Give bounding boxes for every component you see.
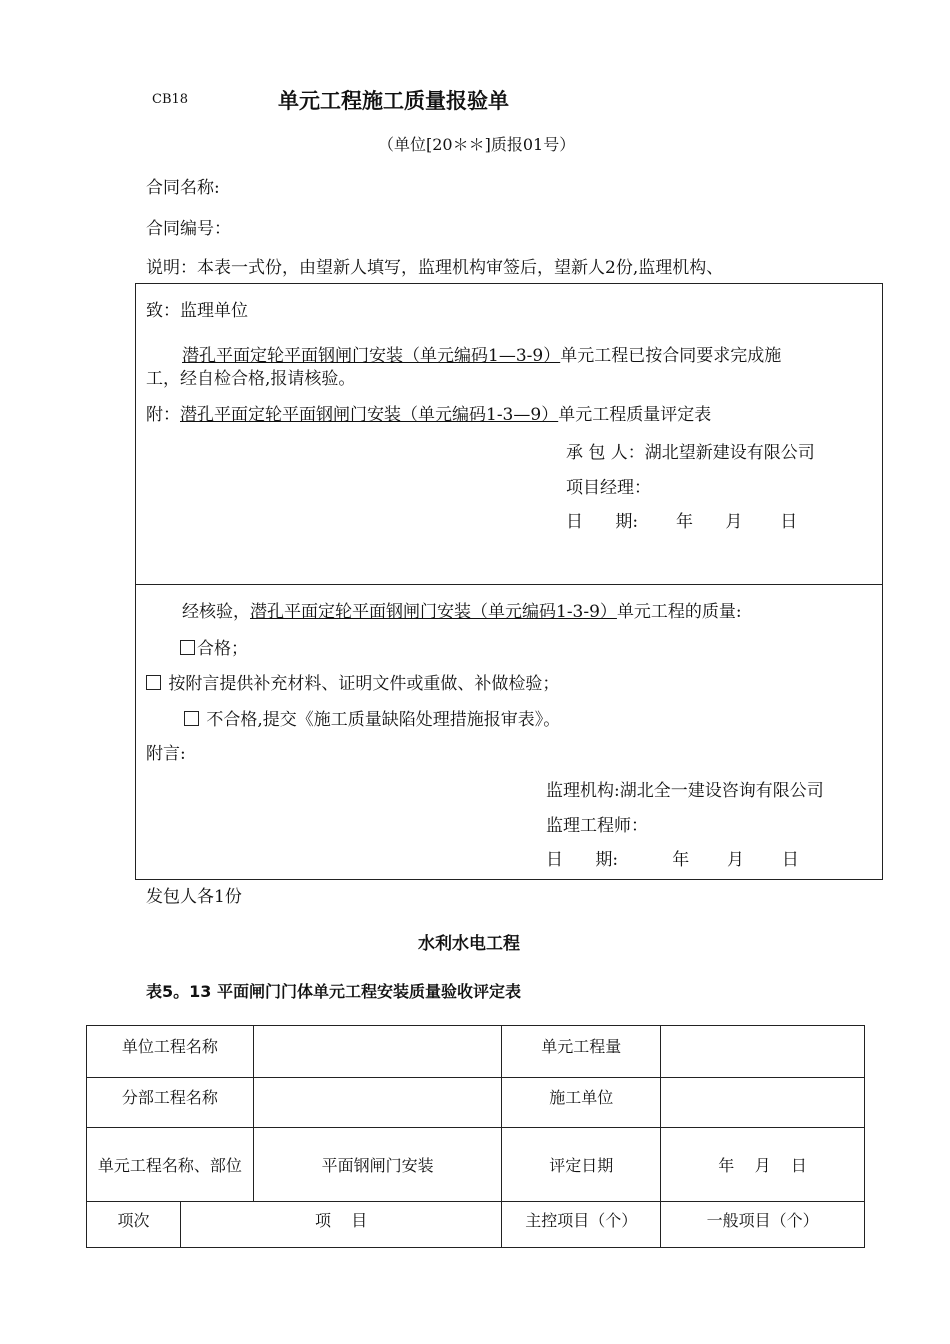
supervisor-date: 日 期: 年 月 日 bbox=[546, 850, 799, 870]
evaluation-table bbox=[86, 1025, 865, 1248]
contract-name-label: 合同名称: bbox=[146, 178, 220, 198]
cell-label: 单元工程名称、部位 bbox=[87, 1128, 254, 1202]
column-header: 项 目 bbox=[180, 1202, 501, 1248]
cell-label: 评定日期 bbox=[502, 1128, 661, 1202]
option-label: 合格； bbox=[197, 639, 248, 659]
cell-label: 施工单位 bbox=[502, 1078, 661, 1128]
verification-suffix: 单元工程的质量: bbox=[616, 602, 742, 622]
section-heading: 水利水电工程 bbox=[418, 934, 520, 954]
form-code: CB18 bbox=[152, 92, 189, 107]
unit-name: 潜孔平面定轮平面钢闸门安装（单元编码1-3—9） bbox=[180, 405, 559, 425]
option-label: 不合格,提交《施工质量缺陷处理措施报审表》。 bbox=[206, 710, 561, 730]
report-number: （单位[20＊＊]质报01号） bbox=[378, 135, 576, 154]
contractor-name: 承 包 人：湖北望新建设有限公司 bbox=[566, 443, 815, 463]
table-row bbox=[87, 1078, 865, 1128]
option-supplement[interactable] bbox=[146, 669, 559, 694]
option-label: 按附言提供补充材料、证明文件或重做、补做检验； bbox=[168, 674, 560, 694]
cell-label: 分部工程名称 bbox=[87, 1078, 254, 1128]
attachment-line bbox=[146, 400, 711, 425]
checkbox-unqualified[interactable] bbox=[184, 711, 199, 726]
checkbox-qualified[interactable] bbox=[180, 640, 195, 655]
contractor-date: 日 期: 年 月 日 bbox=[566, 512, 798, 532]
contract-no-label: 合同编号： bbox=[146, 219, 231, 239]
cell-value[interactable] bbox=[661, 1078, 865, 1128]
cell-label: 单元工程量 bbox=[502, 1026, 661, 1078]
supervisor-section bbox=[135, 583, 883, 880]
option-unqualified[interactable] bbox=[184, 705, 560, 730]
table-row bbox=[87, 1202, 865, 1248]
column-header: 主控项目（个） bbox=[502, 1202, 661, 1248]
submission-text: 单元工程已按合同要求完成施 bbox=[560, 346, 782, 366]
cell-value[interactable] bbox=[253, 1078, 502, 1128]
cell-value[interactable] bbox=[661, 1026, 865, 1078]
instructions-note-tail: 发包人各1份 bbox=[146, 887, 242, 907]
table-row bbox=[87, 1026, 865, 1078]
supervisor-org: 监理机构:湖北全一建设咨询有限公司 bbox=[546, 781, 824, 801]
checkbox-supplement[interactable] bbox=[146, 675, 161, 690]
contractor-section bbox=[135, 283, 883, 585]
unit-name: 潜孔平面定轮平面钢闸门安装（单元编码1—3-9） bbox=[182, 346, 561, 366]
verification-line bbox=[182, 597, 742, 622]
page-title: 单元工程施工质量报验单 bbox=[278, 89, 509, 113]
submission-line-2: 工，经自检合格,报请核验。 bbox=[146, 369, 356, 389]
table-row bbox=[87, 1128, 865, 1202]
project-manager-label: 项目经理： bbox=[566, 478, 651, 498]
verification-prefix: 经核验， bbox=[182, 602, 250, 622]
cell-value: 平面钢闸门安装 bbox=[253, 1128, 502, 1202]
supervisor-engineer-label: 监理工程师： bbox=[546, 816, 648, 836]
cell-label: 单位工程名称 bbox=[87, 1026, 254, 1078]
unit-name: 潜孔平面定轮平面钢闸门安装（单元编码1-3-9） bbox=[250, 602, 617, 622]
cell-value[interactable] bbox=[253, 1026, 502, 1078]
option-qualified[interactable] bbox=[180, 634, 248, 659]
addressee: 致：监理单位 bbox=[146, 301, 248, 321]
attachment-suffix: 单元工程质量评定表 bbox=[558, 405, 712, 425]
submission-line-1 bbox=[182, 341, 781, 366]
table-title: 表5。13 平面闸门门体单元工程安装质量验收评定表 bbox=[146, 982, 521, 1001]
column-header: 项次 bbox=[87, 1202, 181, 1248]
attachment-prefix: 附： bbox=[146, 405, 180, 425]
remarks-label: 附言: bbox=[146, 744, 186, 764]
instructions-note: 说明：本表一式份，由望新人填写，监理机构审签后，望新人2份,监理机构、 bbox=[146, 258, 724, 278]
column-header: 一般项目（个） bbox=[661, 1202, 865, 1248]
cell-value[interactable]: 年 月 日 bbox=[661, 1128, 865, 1202]
